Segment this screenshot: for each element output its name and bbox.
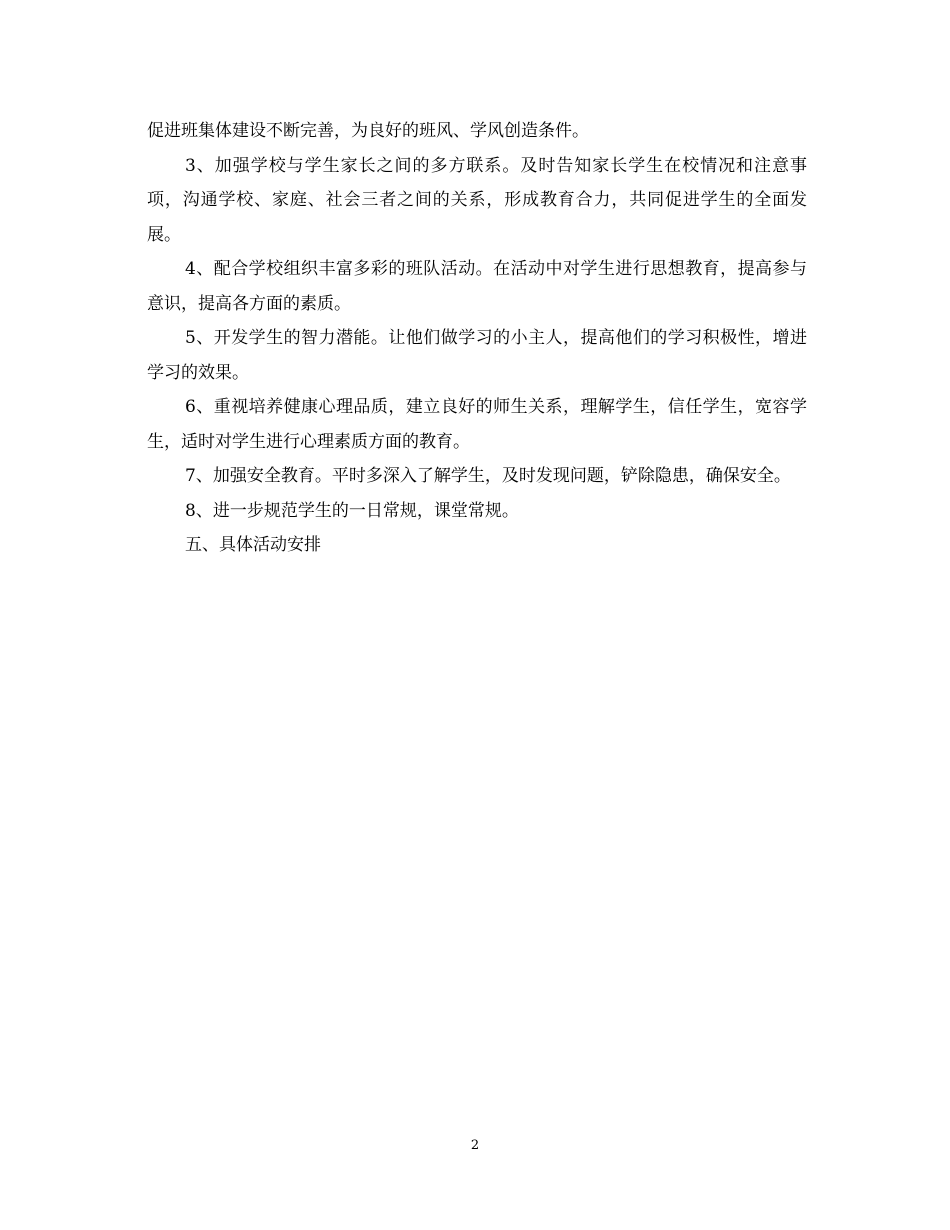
- paragraph-item-8: 8、进一步规范学生的一日常规，课堂常规。: [185, 500, 519, 521]
- page-number: 2: [470, 1138, 480, 1153]
- paragraph-item-3: 3、加强学校与学生家长之间的多方联系。及时告知家长学生在校情况和注意事项，沟通学校、家庭、社会三者之间的关系，形成教育合力，共同促进学生的全面发展。: [147, 155, 807, 245]
- document-body: [147, 114, 807, 563]
- paragraph-item-4: 4、配合学校组织丰富多彩的班队活动。在活动中对学生进行思想教育，提高参与意识，提高各方面的素质。: [147, 259, 807, 314]
- paragraph-item-7: 7、加强安全教育。平时多深入了解学生，及时发现问题，铲除隐患，确保安全。: [185, 466, 791, 486]
- paragraph-item-5: 5、开发学生的智力潜能。让他们做学习的小主人，提高他们的学习积极性，增进学习的效果。: [147, 328, 807, 383]
- paragraph-item-6: 6、重视培养健康心理品质，建立良好的师生关系，理解学生，信任学生，宽容学生，适时对学生进行心理素质方面的教育。: [147, 397, 807, 452]
- paragraph-continuation: 促进班集体建设不断完善，为良好的班风、学风创造条件。: [147, 121, 589, 141]
- section-heading-activities: 五、具体活动安排: [185, 535, 321, 555]
